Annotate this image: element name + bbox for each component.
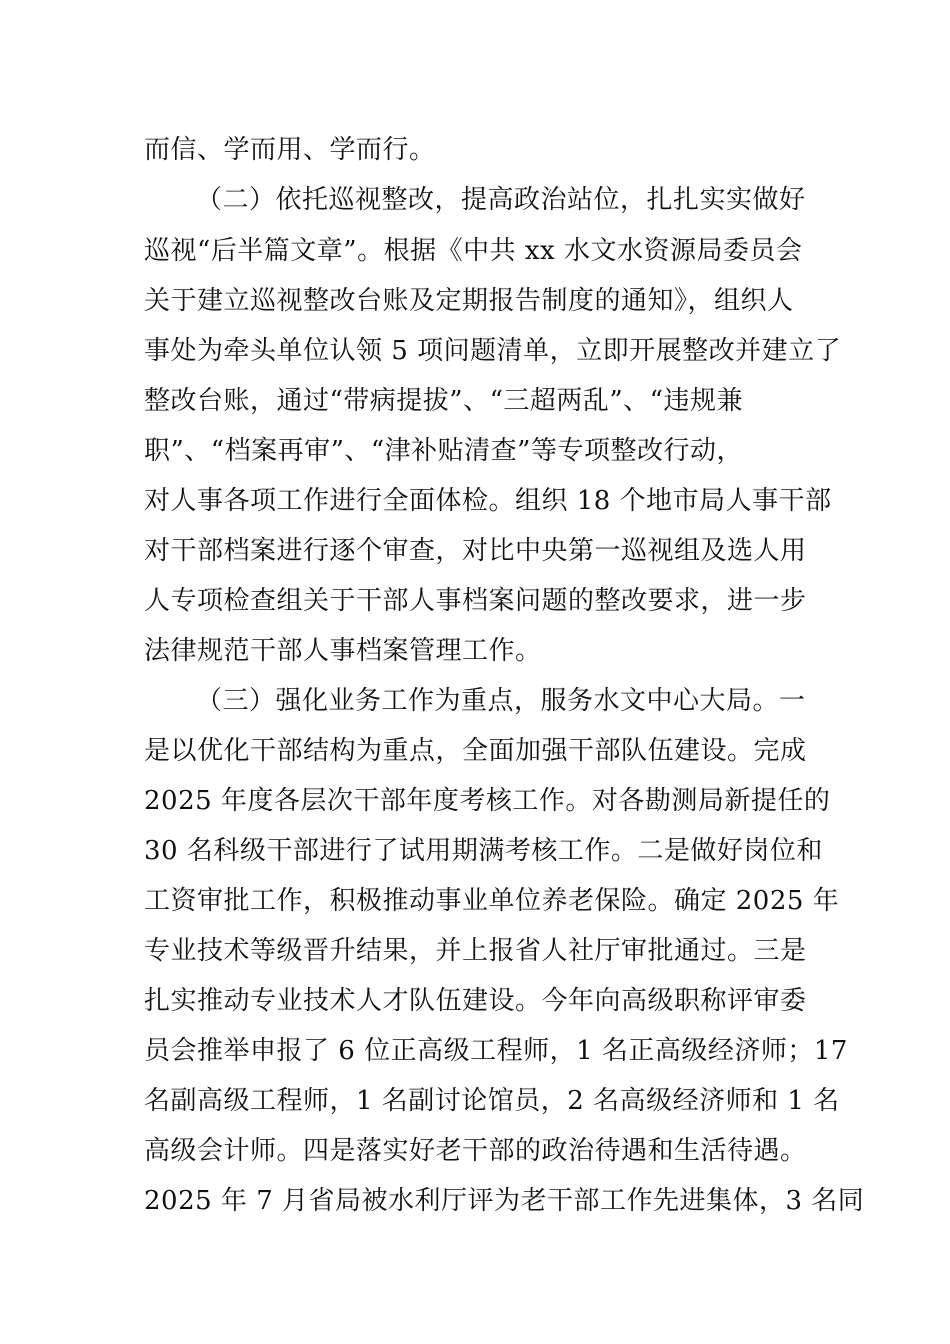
paragraph-heading-2: （二）依托巡视整改，提高政治站位，扎扎实实做好	[196, 185, 806, 215]
paragraph-heading-3: （三）强化业务工作为重点，服务水文中心大局。一	[196, 686, 806, 716]
text-line: 关于建立巡视整改台账及定期报告制度的通知》，组织人	[144, 286, 794, 316]
text-line: 而信、学而用、学而行。	[144, 135, 436, 165]
text-line: 整改台账，通过“带病提拔”、“三超两乱”、“违规兼	[144, 386, 743, 416]
text-line: 职”、“档案再审”、“津补贴清查”等专项整改行动，	[144, 436, 743, 466]
text-line: 高级会计师。四是落实好老干部的政治待遇和生活待遇。	[144, 1136, 807, 1166]
text-line: 巡视“后半篇文章”。根据《中共 xx 水文水资源局委员会	[144, 236, 803, 266]
text-line: 对干部档案进行逐个审查，对比中央第一巡视组及选人用	[144, 536, 807, 566]
text-line: 事处为牵头单位认领 5 项问题清单，立即开展整改并建立了	[144, 336, 842, 366]
text-line: 30 名科级干部进行了试用期满考核工作。二是做好岗位和	[144, 836, 823, 866]
text-line: 2025 年度各层次干部年度考核工作。对各勘测局新提任的	[144, 786, 831, 816]
text-line: 专业技术等级晋升结果，并上报省人社厅审批通过。三是	[144, 936, 807, 966]
text-line: 工资审批工作，积极推动事业单位养老保险。确定 2025 年	[144, 886, 840, 916]
text-line: 是以优化干部结构为重点，全面加强干部队伍建设。完成	[144, 736, 807, 766]
text-line: 名副高级工程师，1 名副讨论馆员，2 名高级经济师和 1 名	[144, 1086, 840, 1116]
text-line: 人专项检查组关于干部人事档案问题的整改要求，进一步	[144, 586, 807, 616]
text-line: 员会推举申报了 6 位正高级工程师，1 名正高级经济师；17	[144, 1036, 848, 1066]
text-line: 法律规范干部人事档案管理工作。	[144, 636, 542, 666]
text-line: 2025 年 7 月省局被水利厅评为老干部工作先进集体，3 名同	[144, 1186, 865, 1216]
text-line: 扎实推动专业技术人才队伍建设。今年向高级职称评审委	[144, 986, 807, 1016]
text-line: 对人事各项工作进行全面体检。组织 18 个地市局人事干部	[144, 486, 832, 516]
